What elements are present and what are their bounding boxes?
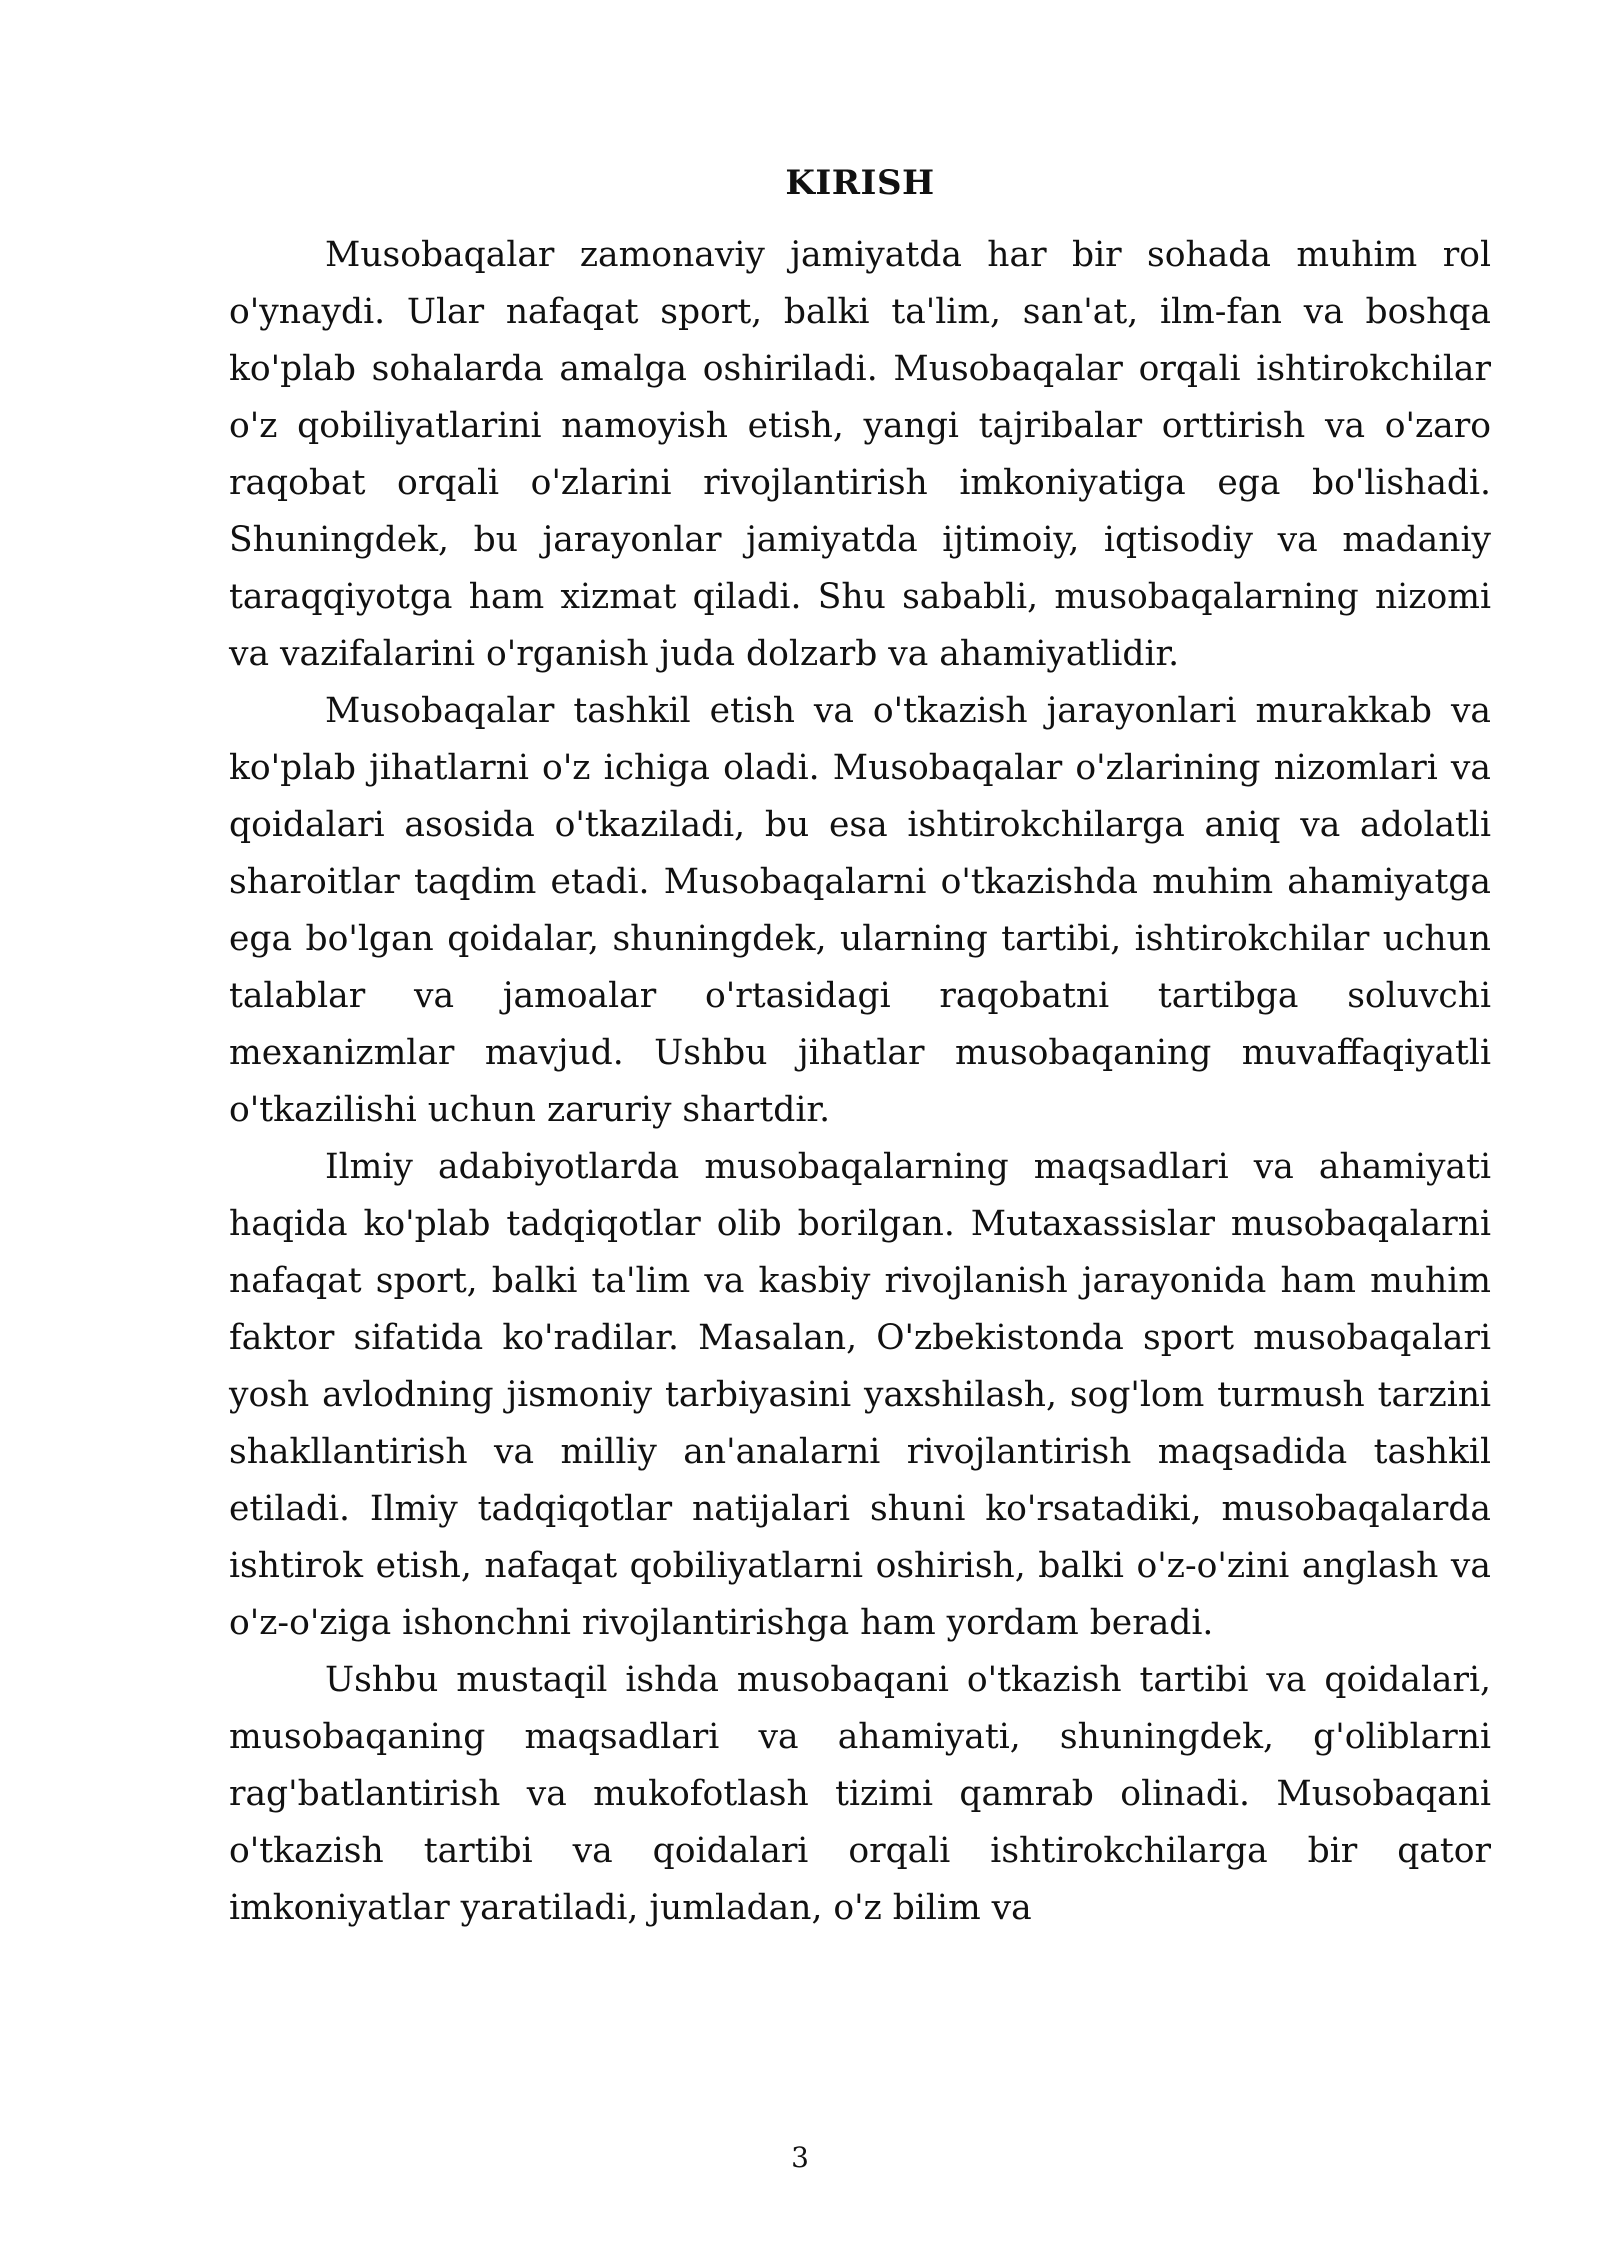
page-number: 3	[791, 2141, 809, 2174]
paragraph-4: Ushbu mustaqil ishda musobaqani o'tkazish tartibi va qoidalari, musobaqaning maqsadlari va ahamiyati, shuningdek, g'oliblarni rag'batlantirish va mukofotlash tizimi qamrab olinadi. Musobaqani o'tkazish tartibi va qoidalari orqali ishtirokchilarga bir qator imkoniyatlar yaratiladi, jumladan, o'z bilim va	[229, 1660, 1491, 1928]
paragraph-2: Musobaqalar tashkil etish va o'tkazish jarayonlari murakkab va ko'plab jihatlarni o'z ichiga oladi. Musobaqalar o'zlarining nizomlari va qoidalari asosida o'tkaziladi, bu esa ishtirokchilarga aniq va adolatli sharoitlar taqdim etadi. Musobaqalarni o'tkazishda muhim ahamiyatga ega bo'lgan qoidalar, shuningdek, ularning tartibi, ishtirokchilar uchun talablar va jamoalar o'rtasidagi raqobatni tartibga soluvchi mexanizmlar mavjud. Ushbu jihatlar musobaqaning muvaffaqiyatli o'tkazilishi uchun zaruriy shartdir.	[229, 691, 1491, 1130]
section-title: KIRISH	[785, 163, 935, 203]
paragraph-1: Musobaqalar zamonaviy jamiyatda har bir sohada muhim rol o'ynaydi. Ular nafaqat sport, balki ta'lim, san'at, ilm-fan va boshqa ko'plab sohalarda amalga oshiriladi. Musobaqalar orqali ishtirokchilar o'z qobiliyatlarini namoyish etish, yangi tajribalar orttirish va o'zaro raqobat orqali o'zlarini rivojlantirish imkoniyatiga ega bo'lishadi. Shuningdek, bu jarayonlar jamiyatda ijtimoiy, iqtisodiy va madaniy taraqqiyotga ham xizmat qiladi. Shu sababli, musobaqalarning nizomi va vazifalarini o'rganish juda dolzarb va ahamiyatlidir.	[229, 235, 1491, 674]
paragraph-3: Ilmiy adabiyotlarda musobaqalarning maqsadlari va ahamiyati haqida ko'plab tadqiqotlar olib borilgan. Mutaxassislar musobaqalarni nafaqat sport, balki ta'lim va kasbiy rivojlanish jarayonida ham muhim faktor sifatida ko'radilar. Masalan, O'zbekistonda sport musobaqalari yosh avlodning jismoniy tarbiyasini yaxshilash, sog'lom turmush tarzini shakllantirish va milliy an'analarni rivojlantirish maqsadida tashkil etiladi. Ilmiy tadqiqotlar natijalari shuni ko'rsatadiki, musobaqalarda ishtirok etish, nafaqat qobiliyatlarni oshirish, balki o'z-o'zini anglash va o'z-o'ziga ishonchni rivojlantirishga ham yordam beradi.	[229, 1147, 1491, 1643]
page-content	[229, 150, 1491, 1937]
